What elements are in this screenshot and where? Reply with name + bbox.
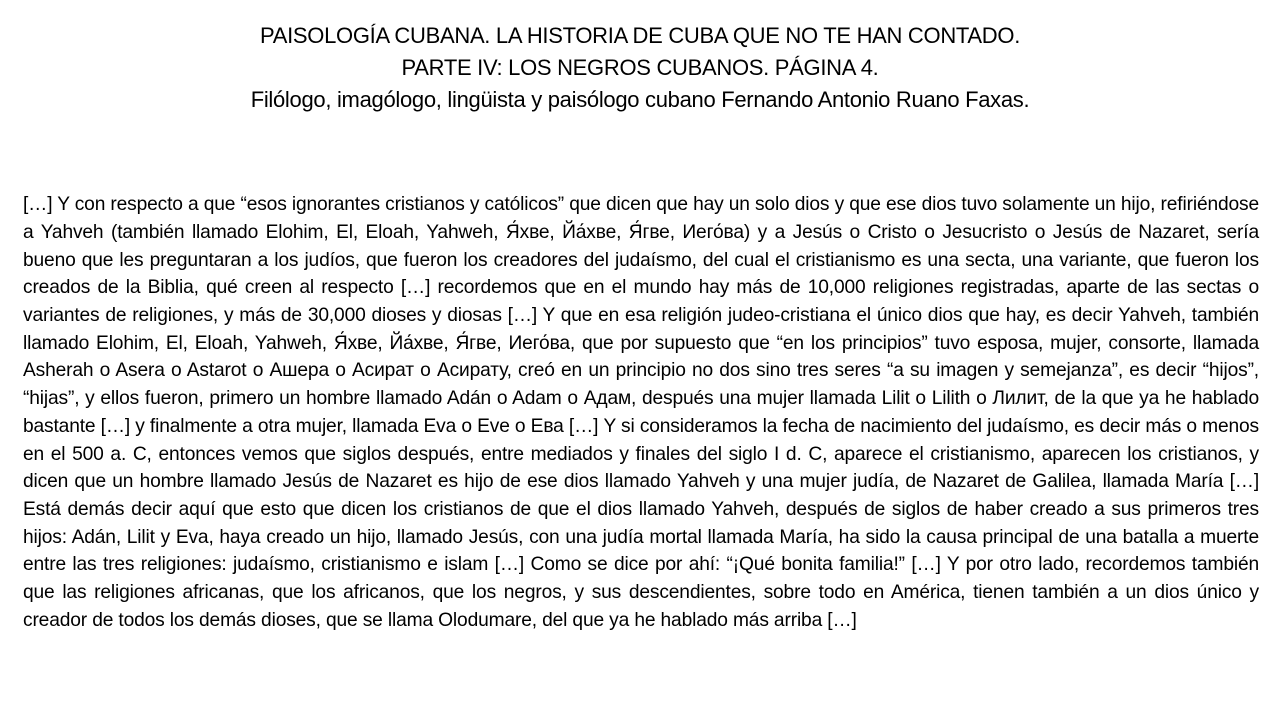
title-line-2: PARTE IV: LOS NEGROS CUBANOS. PÁGINA 4.	[401, 55, 879, 80]
title-block	[0, 20, 1280, 116]
body-paragraph: […] Y con respecto a que “esos ignorantes cristianos y católicos” que dicen que hay un solo dios y que ese dios tuvo solamente un hijo, refiriéndose a Yahveh (también llamado Elohim, El, Eloah, Yahweh, Я́хве, Йа́хве, Я́гве, Иего́ва) y a Jesús o Cristo o Jesucristo o Jesús de Nazaret, sería bueno que les preguntaran a los judíos, que fueron los creadores del judaísmo, del cual el cristianismo es una secta, una variante, que fueron los creados de la Biblia, qué creen al respecto […] recordemos que en el mundo hay más de 10,000 religiones registradas, aparte de las sectas o variantes de religiones, y más de 30,000 dioses y diosas […] Y que en esa religión judeo-cristiana el único dios que hay, es decir Yahveh, también llamado Elohim, El, Eloah, Yahweh, Я́хве, Йа́хве, Я́гве, Иего́ва, que por supuesto que “en los principios” tuvo esposa, mujer, consorte, llamada Asherah o Asera o Astarot o Ашера o Асират o Асирату, creó en un principio no dos sino tres seres “a su imagen y semejanza”, es decir “hijos”, “hijas”, y ellos fueron, primero un hombre llamado Adán o Adam o Адам, después una mujer llamada Lilit o Lilith o Лилит, de la que ya he hablado bastante […] y finalmente a otra mujer, llamada Eva o Eve o Ева […] Y si consideramos la fecha de nacimiento del judaísmo, es decir más o menos en el 500 a. C, entonces vemos que siglos después, entre mediados y finales del siglo I d. C, aparece el cristianismo, aparecen los cristianos, y dicen que un hombre llamado Jesús de Nazaret es hijo de ese dios llamado Yahveh y una mujer judía, de Nazaret de Galilea, llamada María […] Está demás decir aquí que esto que dicen los cristianos de que el dios llamado Yahveh, después de siglos de haber creado a sus primeros tres hijos: Adán, Lilit y Eva, haya creado un hijo, llamado Jesús, con una judía mortal llamada María, ha sido la causa principal de una batalla a muerte entre las tres religiones: judaísmo, cristianismo e islam […] Como se dice por ahí: “¡Qué bonita familia!” […] Y por otro lado, recordemos también que las religiones africanas, que los africanos, que los negros, y sus descendientes, sobre todo en América, tienen también a un dios único y creador de todos los demás dioses, que se llama Olodumare, del que ya he hablado más arriba […]	[23, 194, 1259, 631]
title-line-1: PAISOLOGÍA CUBANA. LA HISTORIA DE CUBA QUE NO TE HAN CONTADO.	[259, 23, 1021, 48]
title-line-3: Filólogo, imagólogo, lingüista y paisólogo cubano Fernando Antonio Ruano Faxas.	[250, 87, 1030, 112]
